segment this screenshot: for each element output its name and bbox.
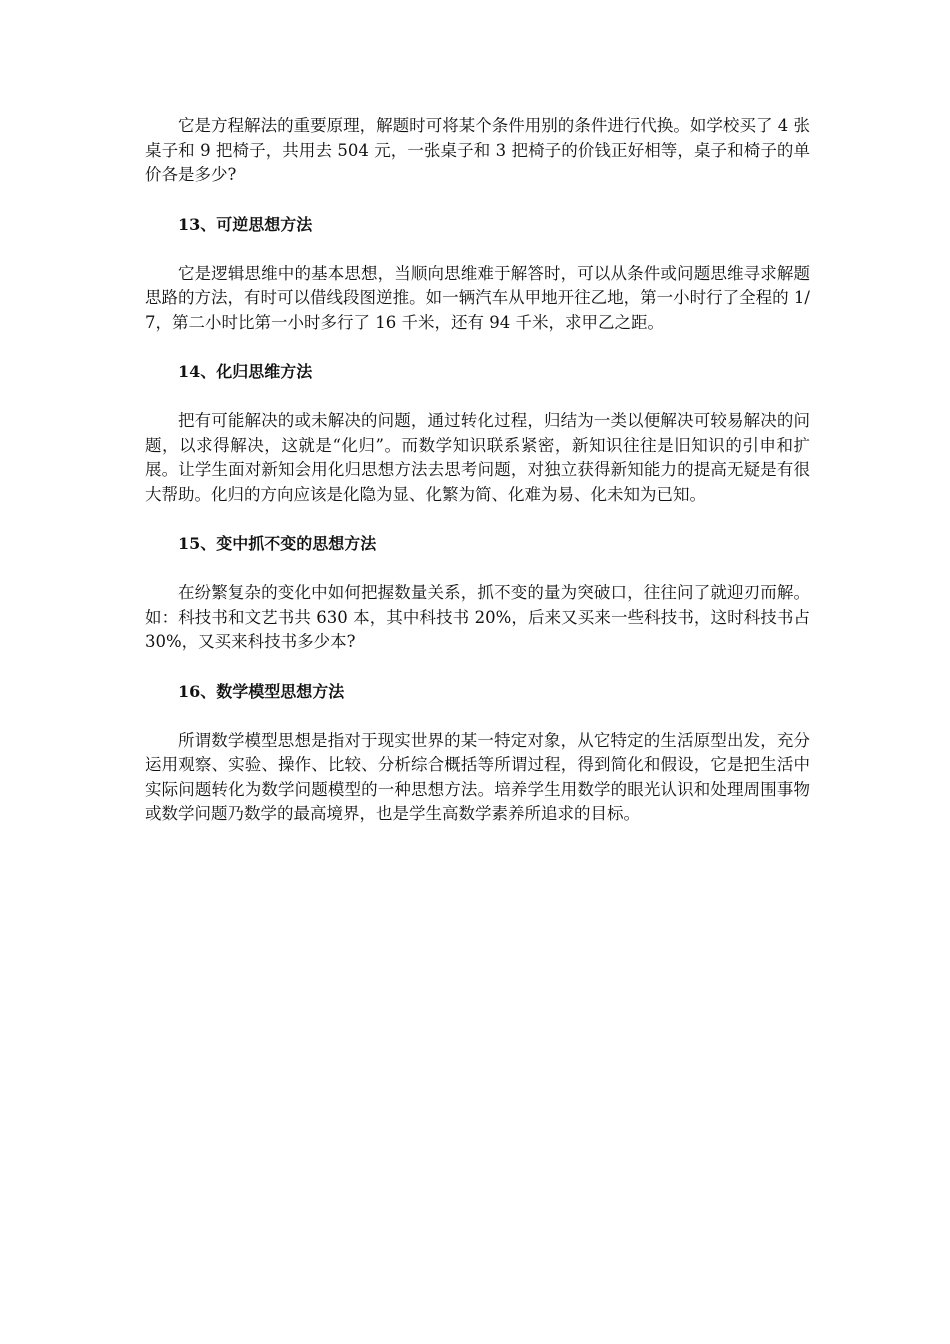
paragraph-reduction-method: 把有可能解决的或未解决的问题，通过转化过程，归结为一类以便解决可较易解决的问题，以求得解决，这就是“化归”。而数学知识联系紧密，新知识往往是旧知识的引申和扩展。让学生面对新知会用化归思想方法去思考问题，对独立获得新知能力的提高无疑是有很大帮助。化归的方向应该是化隐为显、化繁为简、化难为易、化未知为已知。 bbox=[145, 411, 810, 504]
paragraph-reversible-method: 它是逻辑思维中的基本思想，当顺向思维难于解答时，可以从条件或问题思维寻求解题思路的方法，有时可以借线段图逆推。如一辆汽车从甲地开往乙地，第一小时行了全程的 1/7，第二小时比第一小时多行了 16 千米，还有 94 千米，求甲乙之距。 bbox=[145, 263, 810, 332]
paragraph-modeling-method: 所谓数学模型思想是指对于现实世界的某一特定对象，从它特定的生活原型出发，充分运用观察、实验、操作、比较、分析综合概括等所谓过程，得到简化和假设，它是把生活中实际问题转化为数学问题模型的一种思想方法。培养学生用数学的眼光认识和处理周围事物或数学问题乃数学的最高境界，也是学生高数学素养所追求的目标。 bbox=[145, 730, 810, 823]
heading-reduction-method: 14、化归思维方法 bbox=[178, 362, 313, 381]
heading-reversible-method: 13、可逆思想方法 bbox=[178, 214, 313, 234]
paragraph-substitution: 它是方程解法的重要原理，解题时可将某个条件用别的条件进行代换。如学校买了 4 张桌子和 9 把椅子，共用去 504 元，一张桌子和 3 把椅子的价钱正好相等，桌子和椅子的单价各是多少? bbox=[145, 116, 810, 184]
heading-invariant-method: 15、变中抓不变的思想方法 bbox=[178, 534, 377, 553]
paragraph-invariant-method: 在纷繁复杂的变化中如何把握数量关系，抓不变的量为突破口，往往问了就迎刃而解。如：科技书和文艺书共 630 本，其中科技书 20%，后来又买来一些科技书，这时科技书占 30%，又买来科技书多少本? bbox=[145, 583, 810, 651]
document-body bbox=[145, 114, 810, 852]
heading-modeling-method: 16、数学模型思想方法 bbox=[178, 681, 345, 701]
